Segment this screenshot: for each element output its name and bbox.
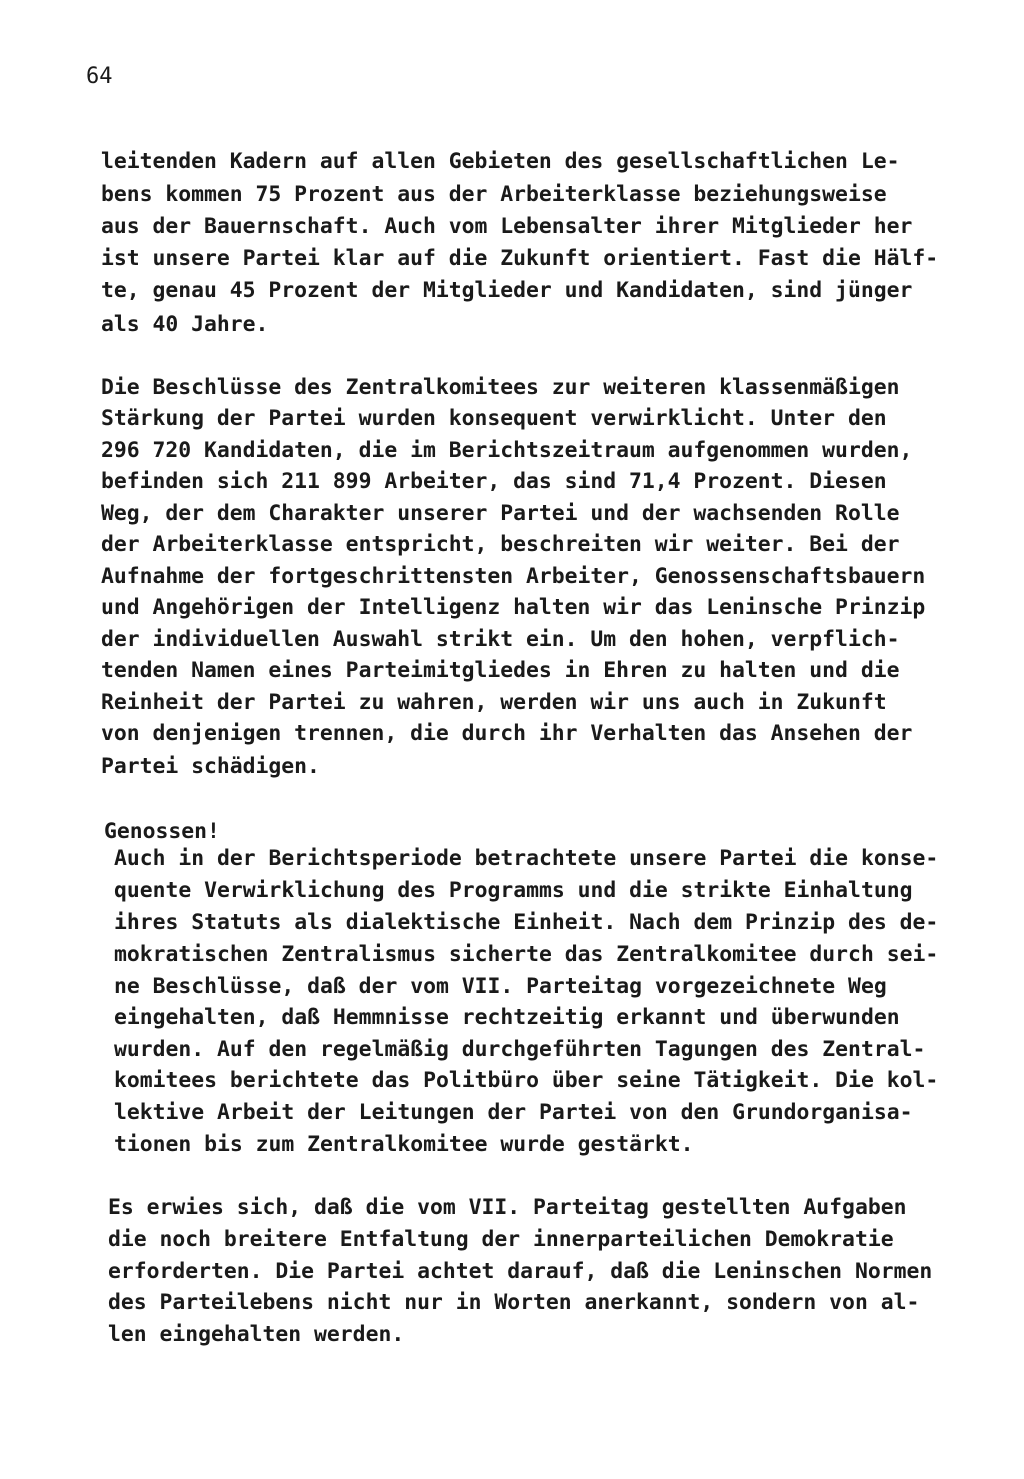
text-line: tionen bis zum Zentralkomitee wurde gestärkt. — [114, 1132, 694, 1157]
text-line: Es erwies sich, daß die vom VII. Parteitag gestellten Aufgaben — [108, 1195, 907, 1220]
text-line: mokratischen Zentralismus sicherte das Zentralkomitee durch sei- — [114, 942, 939, 967]
text-line: der individuellen Auswahl strikt ein. Um den hohen, verpflich- — [101, 627, 900, 652]
text-line: von denjenigen trennen, die durch ihr Verhalten das Ansehen der — [101, 721, 913, 746]
text-line: te, genau 45 Prozent der Mitglieder und Kandidaten, sind jünger — [101, 278, 913, 303]
text-line: eingehalten, daß Hemmnisse rechtzeitig erkannt und überwunden — [114, 1005, 900, 1030]
salutation: Genossen! — [104, 819, 220, 844]
text-line: len eingehalten werden. — [108, 1322, 405, 1347]
text-line: komitees berichtete das Politbüro über seine Tätigkeit. Die kol- — [114, 1068, 939, 1093]
text-line: 296 720 Kandidaten, die im Berichtszeitraum aufgenommen wurden, — [101, 438, 913, 463]
text-line: ihres Statuts als dialektische Einheit. Nach dem Prinzip des de- — [114, 910, 939, 935]
text-line: des Parteilebens nicht nur in Worten anerkannt, sondern von al- — [108, 1290, 920, 1315]
text-line: aus der Bauernschaft. Auch vom Lebensalter ihrer Mitglieder her — [101, 214, 913, 239]
text-line: ne Beschlüsse, daß der vom VII. Parteitag vorgezeichnete Weg — [114, 974, 887, 999]
text-line: bens kommen 75 Prozent aus der Arbeiterklasse beziehungsweise — [101, 182, 887, 207]
text-line: Weg, der dem Charakter unserer Partei und der wachsenden Rolle — [101, 501, 900, 526]
text-line: tenden Namen eines Parteimitgliedes in Ehren zu halten und die — [101, 658, 900, 683]
text-line: Aufnahme der fortgeschrittensten Arbeiter, Genossenschaftsbauern — [101, 564, 926, 589]
page-number: 64 — [86, 64, 113, 89]
text-line: erforderten. Die Partei achtet darauf, daß die Leninschen Normen — [108, 1259, 933, 1284]
text-line: leitenden Kadern auf allen Gebieten des gesellschaftlichen Le- — [101, 149, 900, 174]
text-line: und Angehörigen der Intelligenz halten wir das Leninsche Prinzip — [101, 595, 926, 620]
text-line: die noch breitere Entfaltung der innerparteilichen Demokratie — [108, 1227, 894, 1252]
text-line: Auch in der Berichtsperiode betrachtete unsere Partei die konse- — [114, 846, 939, 871]
text-line: quente Verwirklichung des Programms und die strikte Einhaltung — [114, 878, 913, 903]
text-line: lektive Arbeit der Leitungen der Partei von den Grundorganisa- — [114, 1100, 913, 1125]
text-line: der Arbeiterklasse entspricht, beschreiten wir weiter. Bei der — [101, 532, 900, 557]
text-line: Reinheit der Partei zu wahren, werden wir uns auch in Zukunft — [101, 690, 887, 715]
text-line: Stärkung der Partei wurden konsequent verwirklicht. Unter den — [101, 406, 887, 431]
text-line: Partei schädigen. — [101, 754, 320, 779]
text-line: befinden sich 211 899 Arbeiter, das sind 71,4 Prozent. Diesen — [101, 469, 887, 494]
text-line: wurden. Auf den regelmäßig durchgeführten Tagungen des Zentral- — [114, 1037, 926, 1062]
text-line: Die Beschlüsse des Zentralkomitees zur weiteren klassenmäßigen — [101, 375, 900, 400]
text-line: ist unsere Partei klar auf die Zukunft orientiert. Fast die Hälf- — [101, 246, 939, 271]
text-line: als 40 Jahre. — [101, 312, 269, 337]
